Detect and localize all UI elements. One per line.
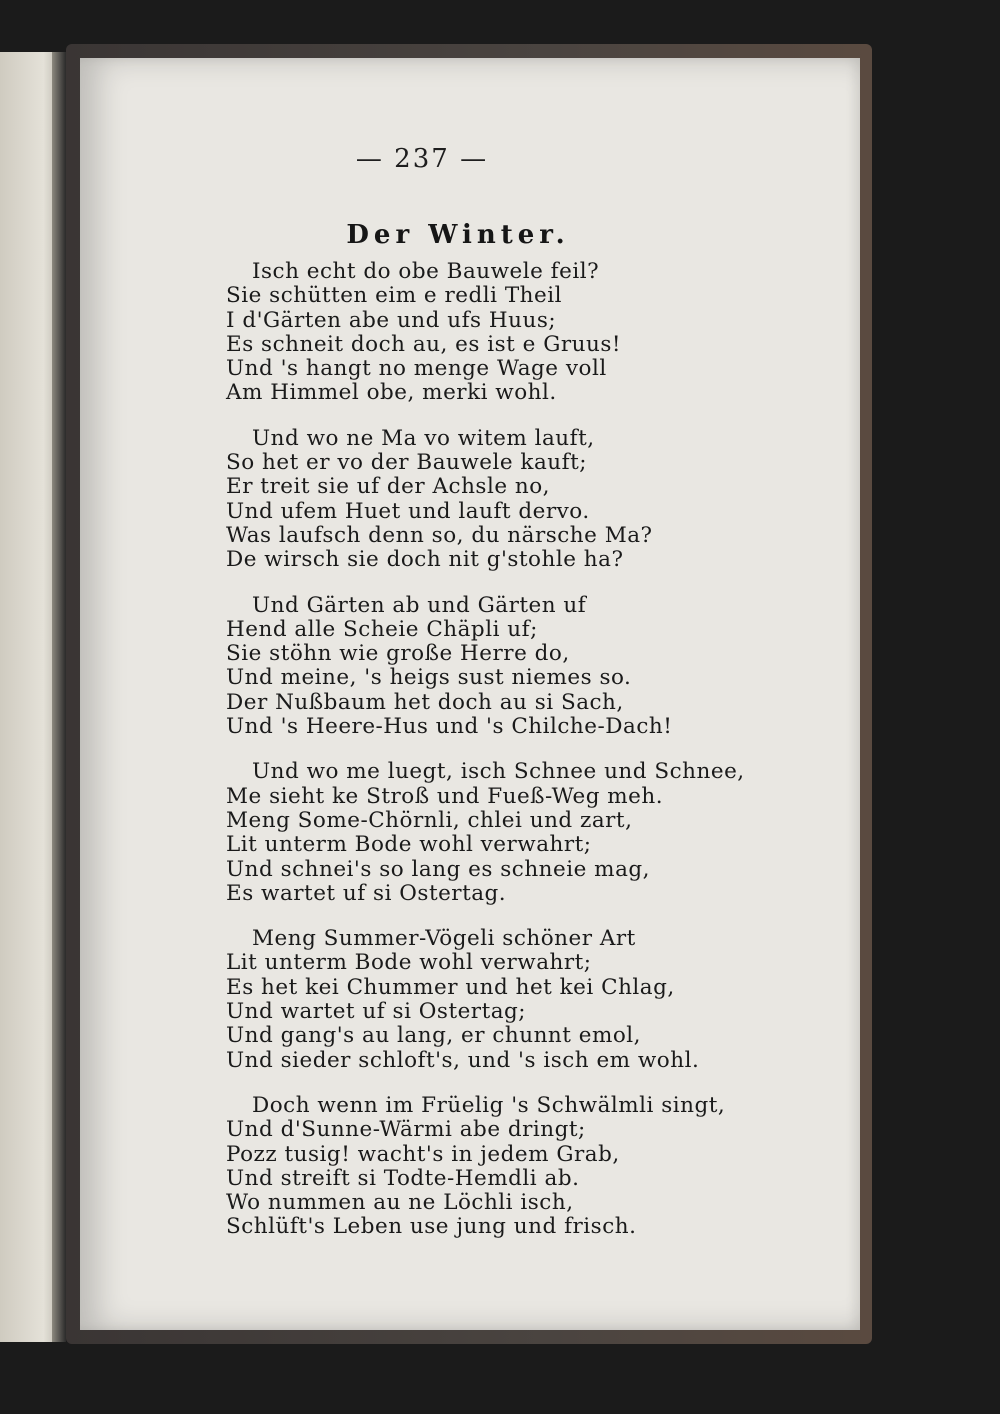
poem-line: Und streift si Todte-Hemdli ab.: [226, 1165, 580, 1191]
poem-line: Meng Some-Chörnli, chlei und zart,: [226, 807, 633, 833]
stanza-2: [226, 427, 826, 573]
poem-line: Sie schütten eim e redli Theil: [226, 283, 563, 309]
poem-line: I d'Gärten abe und ufs Huus;: [226, 307, 557, 333]
poem-line: Am Himmel obe, merki wohl.: [226, 380, 557, 406]
stanza-3: [226, 594, 826, 740]
poem-line: Sie stöhn wie große Herre do,: [226, 641, 570, 667]
poem-line: Hend alle Scheie Chäpli uf;: [226, 616, 538, 642]
poem-title: Der Winter.: [346, 220, 570, 250]
stanza-5: [226, 927, 826, 1073]
poem-line: Meng Summer-Vögeli schöner Art: [252, 926, 636, 952]
poem-line: Und sieder schloft's, und 's isch em wohl.: [226, 1047, 700, 1073]
poem-line: Und meine, 's heigs sust niemes so.: [226, 665, 632, 691]
poem-line: Me sieht ke Stroß und Fueß-Weg meh.: [226, 783, 664, 809]
poem-line: Pozz tusig! wacht's in jedem Grab,: [226, 1141, 620, 1167]
poem-body: [226, 260, 826, 1261]
poem-line: Es schneit doch au, es ist e Gruus!: [226, 331, 622, 357]
poem-line: Isch echt do obe Bauwele feil?: [252, 259, 600, 284]
poem-line: Und ufem Huet und lauft dervo.: [226, 498, 590, 524]
poem-line: Er treit sie uf der Achsle no,: [226, 474, 551, 500]
poem-line: Und wo me luegt, isch Schnee und Schnee,: [252, 759, 745, 785]
poem-line: Und 's hangt no menge Wage voll: [226, 356, 607, 382]
poem-line: Was laufsch denn so, du närsche Ma?: [226, 522, 653, 548]
poem-line: Und 's Heere-Hus und 's Chilche-Dach!: [226, 714, 673, 740]
poem-line: Lit unterm Bode wohl verwahrt;: [226, 950, 592, 976]
poem-line: Und d'Sunne-Wärmi abe dringt;: [226, 1117, 586, 1143]
poem-line: So het er vo der Bauwele kauft;: [226, 450, 587, 476]
book-page: [80, 58, 860, 1330]
poem-line: Und Gärten ab und Gärten uf: [252, 592, 587, 618]
stanza-6: [226, 1094, 826, 1240]
poem-line: Der Nußbaum het doch au si Sach,: [226, 689, 624, 715]
poem-line: Und wartet uf si Ostertag;: [226, 999, 527, 1025]
poem-line: Wo nummen au ne Löchli isch,: [226, 1190, 574, 1216]
poem-line: Und wo ne Ma vo witem lauft,: [252, 425, 595, 451]
poem-line: Und gang's au lang, er chunnt emol,: [226, 1023, 642, 1049]
poem-line: Und schnei's so lang es schneie mag,: [226, 856, 650, 882]
poem-line: Lit unterm Bode wohl verwahrt;: [226, 832, 592, 858]
page-number: — 237 —: [355, 144, 489, 174]
poem-line: Schlüft's Leben use jung und frisch.: [226, 1214, 637, 1240]
poem-line: Es het kei Chummer und het kei Chlag,: [226, 974, 675, 1000]
book-gutter: [52, 52, 66, 1342]
poem-line: Es wartet uf si Ostertag.: [226, 880, 507, 906]
stanza-1: [226, 260, 826, 406]
stanza-4: [226, 760, 826, 906]
poem-line: De wirsch sie doch nit g'stohle ha?: [226, 547, 624, 573]
poem-line: Doch wenn im Früelig 's Schwälmli singt,: [252, 1092, 726, 1118]
